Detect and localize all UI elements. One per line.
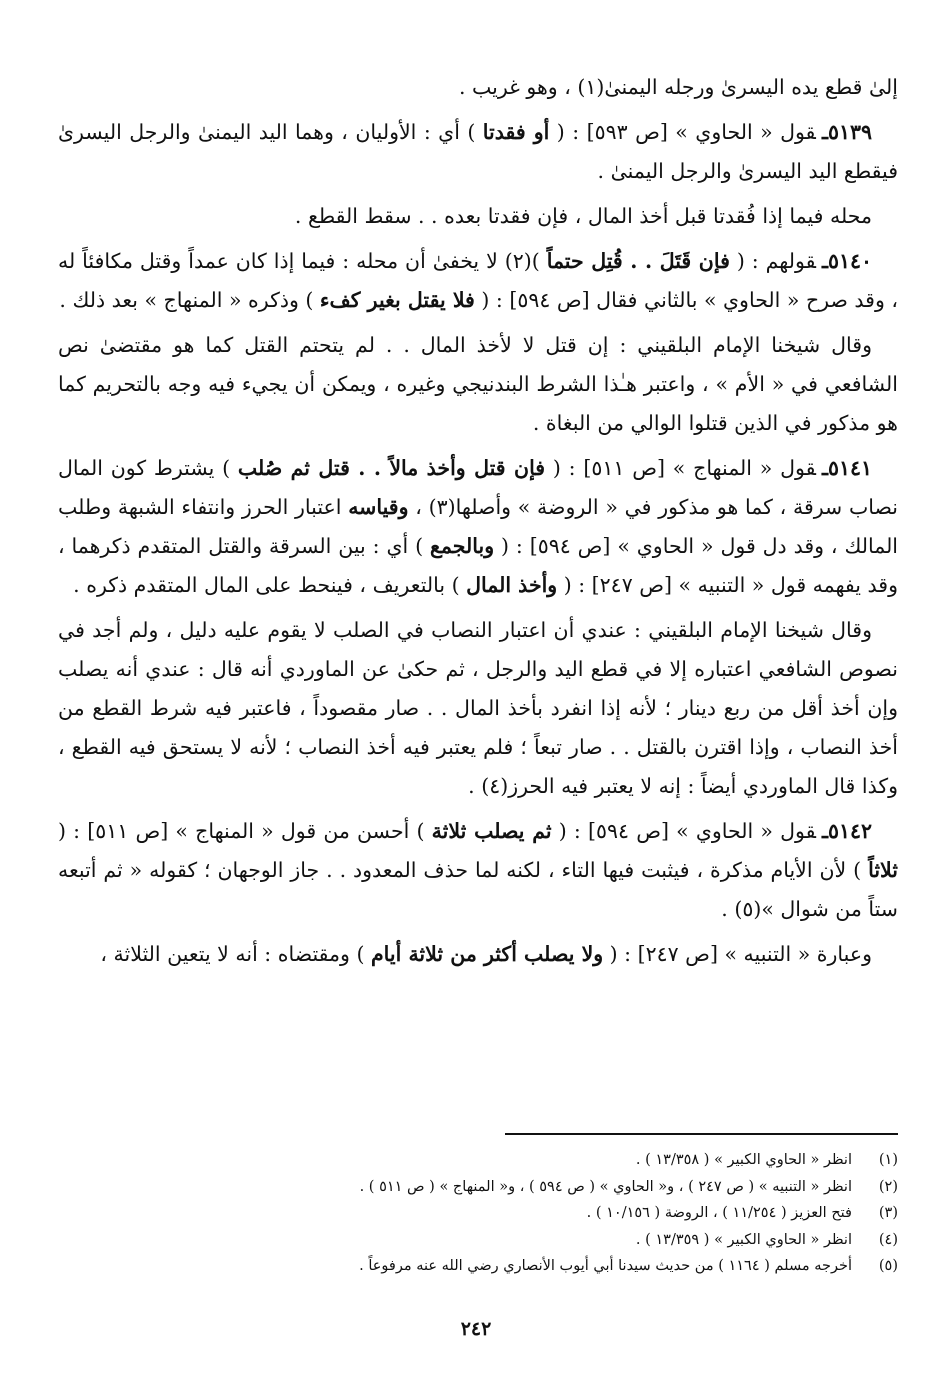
text-segment: وقال شيخنا الإمام البلقيني : عندي أن اعتبار النصاب في الصلب لا يقوم عليه دليل ، ولم أجد في نصوص الشافعي اعتباره إلا في قطع اليد والرجل ، ثم حكىٰ عن الماوردي أنه قال : عندي أنه يصلب وإن أخذ أقل من ربع دينار ؛ لأنه إذا انفرد بأخذ المال . . صار مقصوداً ، فاعتبر فيه شرط القطع من أخذ النصاب ، وإذا اقترن بالقتل . . صار تبعاً ؛ فلم يعتبر فيه أخذ النصاب ؛ لأنه لا يستحق فيه القطع ، وكذا قال الماوردي أيضاً : إنه لا يعتبر فيه الحرز(٤) . xyxy=(58,618,898,798)
quoted-text: فلا يقتل بغير كفء xyxy=(319,288,475,312)
footnote-number: (٣) xyxy=(878,1205,898,1221)
footnote-text: أخرجه مسلم ( ١١٦٤ ) من حديث سيدنا أبي أيوب الأنصاري رضي الله عنه مرفوعاً . xyxy=(359,1258,852,1274)
footnote-number: (٥) xyxy=(878,1258,898,1274)
paragraph xyxy=(58,812,898,929)
paragraph xyxy=(58,449,898,605)
footnote-text: فتح العزيز ( ١١/٢٥٤ ) ، الروضة ( ١٠/١٥٦ ) . xyxy=(586,1205,852,1221)
text-segment: إلىٰ قطع يده اليسرىٰ ورجله اليمنىٰ(١) ، وهو غريب . xyxy=(458,75,898,99)
text-segment: قول « المنهاج » [ص ٥١١] : ( xyxy=(545,456,816,480)
page-number: ٢٤٢ xyxy=(460,1318,492,1340)
footnote-text: انظر « التنبيه » ( ص ٢٤٧ ) ، و« الحاوي » ( ص ٥٩٤ ) ، و« المنهاج » ( ص ٥١١ ) . xyxy=(359,1178,852,1195)
text-segment: ) يشترط كون المال نصاب سرقة ، كما هو مذكور في « الروضة » وأصلها(٣) ، xyxy=(58,456,898,519)
issue-number: ٥١٤٠ـ xyxy=(821,249,872,273)
paragraph xyxy=(58,197,898,236)
text-segment: وعبارة « التنبيه » [ص ٢٤٧] : ( xyxy=(603,942,872,966)
quoted-text: ثم يصلب ثلاثة xyxy=(431,819,552,843)
text-segment: ) أحسن من قول « المنهاج » [ص ٥١١] : ( xyxy=(58,819,432,843)
footnote-number: (٢) xyxy=(878,1178,898,1195)
text-segment: محله فيما إذا فُقدتا قبل أخذ المال ، فإن فقدتا بعده . . سقط القطع . xyxy=(294,204,872,228)
text-segment: ) وذكره « المنهاج » بعد ذلك . xyxy=(59,288,320,312)
footnote-text: انظر « الحاوي الكبير » ( ١٣/٣٥٨ ) . xyxy=(635,1152,852,1168)
main-text xyxy=(58,68,898,980)
issue-number: ٥١٣٩ـ xyxy=(821,120,872,144)
text-segment: قول « الحاوي » [ص ٥٩٣] : ( xyxy=(549,120,816,144)
text-segment: ) ومقتضاه : أنه لا يتعين الثلاثة ، xyxy=(100,942,371,966)
quoted-text: وبالجمع xyxy=(430,534,495,558)
issue-number: ٥١٤٢ـ xyxy=(821,819,873,843)
paragraph xyxy=(58,326,898,443)
paragraph xyxy=(58,113,898,191)
quoted-text: ولا يصلب أكثر من ثلاثة أيام xyxy=(370,942,604,966)
footnote xyxy=(58,1253,898,1280)
footnote-number: (١) xyxy=(878,1152,898,1168)
footnote-text: انظر « الحاوي الكبير » ( ١٣/٣٥٩ ) . xyxy=(635,1231,852,1248)
text-segment: وقال شيخنا الإمام البلقيني : إن قتل لا لأخذ المال . . لم يتحتم القتل كما هو مقتضىٰ نص الشافعي في « الأم » ، واعتبر هـٰذا الشرط البندنيجي وغيره ، ويمكن أن يجيء فيه وجه بالتحريم كما هو مذكور في الذين قتلوا الوالي من البغاة . xyxy=(58,333,898,435)
text-segment: قولهم : ( xyxy=(729,249,816,273)
text-segment: )(٢) لا يخفىٰ أن محله : فيما إذا كان عمداً وقتل مكافئاً له ، وقد صرح « الحاوي » بالثاني فقال [ص ٥٩٤] : ( xyxy=(58,249,898,312)
issue-number: ٥١٤١ـ xyxy=(821,456,873,480)
text-segment: ) بالتعريف ، فينحط على المال المتقدم ذكره . xyxy=(73,573,467,597)
paragraph xyxy=(58,68,898,107)
quoted-text: فإن قتل وأخذ مالاً . . قتل ثم صُلب xyxy=(237,456,546,480)
quoted-text: أو فقدتا xyxy=(482,120,550,144)
text-segment: قول « الحاوي » [ص ٥٩٤] : ( xyxy=(551,819,816,843)
text-segment: اعتبار الحرز وانتفاء الشبهة وطلب المالك ، وقد دل قول « الحاوي » [ص ٥٩٤] : ( xyxy=(58,495,899,558)
footnote-number: (٤) xyxy=(878,1231,898,1248)
quoted-text: وقياسه xyxy=(348,495,409,519)
footnote xyxy=(58,1174,898,1201)
quoted-text: وأخذ المال xyxy=(466,573,558,597)
footnote-divider xyxy=(505,1133,898,1135)
footnotes xyxy=(58,1147,898,1280)
footnote xyxy=(58,1200,898,1227)
footnote xyxy=(58,1147,898,1174)
quoted-text: فإن قَتَلَ . . قُتِل حتماً xyxy=(546,249,730,273)
quoted-text: ثلاثاً xyxy=(868,858,898,882)
text-segment: ) أي : الأوليان ، وهما اليد اليمنىٰ والرجل اليسرىٰ فيقطع اليد اليسرىٰ والرجل اليمنىٰ . xyxy=(58,120,898,183)
paragraph xyxy=(58,611,898,806)
paragraph xyxy=(58,242,898,320)
paragraph xyxy=(58,935,898,974)
footnote xyxy=(58,1227,898,1254)
text-segment: ) أي : بين السرقة والقتل المتقدم ذكرهما ، وقد يفهمه قول « التنبيه » [ص ٢٤٧] : ( xyxy=(58,534,898,597)
text-segment: ) لأن الأيام مذكرة ، فيثبت فيها التاء ، لكنه لما حذف المعدود . . جاز الوجهان ؛ كقوله « ثم أتبعه ستاً من شوال »(٥) . xyxy=(58,858,898,921)
